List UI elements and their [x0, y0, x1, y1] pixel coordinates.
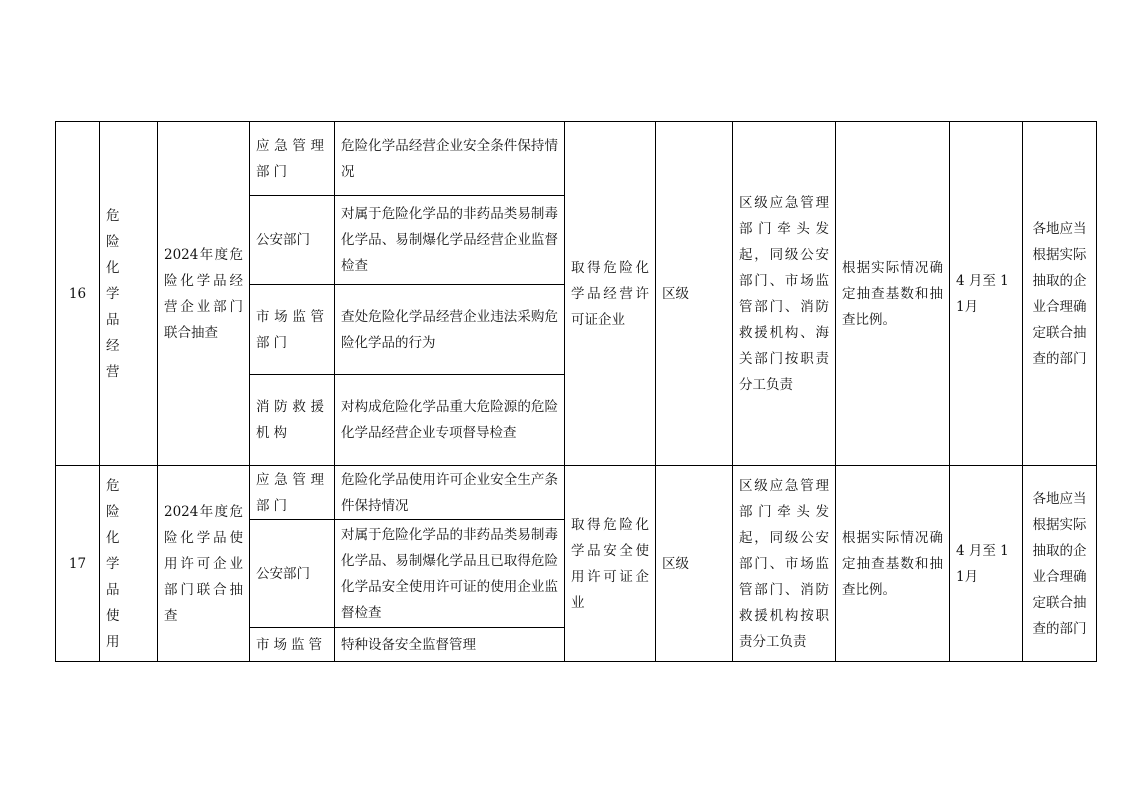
content-cell: 特种设备安全监督管理	[335, 628, 565, 662]
object-cell: 取得危险化学品经营许可证企业	[565, 122, 656, 466]
note-cell: 各地应当根据实际抽取的企业合理确定联合抽查的部门	[1023, 122, 1097, 466]
task-cell: 2024年度危险化学品使用许可企业部门联合抽查	[158, 466, 250, 662]
content-cell: 对构成危险化学品重大危险源的危险化学品经营企业专项督导检查	[335, 375, 565, 466]
inspection-table	[55, 121, 1097, 662]
content-cell: 危险化学品经营企业安全条件保持情况	[335, 122, 565, 196]
dept-cell: 应急管理部门	[250, 122, 335, 196]
content-cell: 对属于危险化学品的非药品类易制毒化学品、易制爆化学品且已取得危险化学品安全使用许可证的使用企业监督检查	[335, 520, 565, 628]
content-cell: 危险化学品使用许可企业安全生产条件保持情况	[335, 466, 565, 520]
dept-cell: 消防救援机构	[250, 375, 335, 466]
content-cell: 查处危险化学品经营企业违法采购危险化学品的行为	[335, 285, 565, 375]
row-number: 16	[56, 122, 100, 466]
table-row	[56, 466, 1097, 520]
organizer-cell: 区级应急管理部门牵头发起，同级公安部门、市场监管部门、消防救援机构、海关部门按职责分工负责	[733, 122, 836, 466]
table-row	[56, 122, 1097, 196]
row-number: 17	[56, 466, 100, 662]
organizer-cell: 区级应急管理部门牵头发起，同级公安部门、市场监管部门、消防救援机构按职责分工负责	[733, 466, 836, 662]
dept-cell: 应急管理部门	[250, 466, 335, 520]
task-cell: 2024年度危险化学品经营企业部门联合抽查	[158, 122, 250, 466]
time-cell: 4 月至 11月	[950, 466, 1023, 662]
time-cell: 4 月至 11月	[950, 122, 1023, 466]
level-cell: 区级	[656, 122, 733, 466]
dept-cell: 公安部门	[250, 520, 335, 628]
ratio-cell: 根据实际情况确定抽查基数和抽查比例。	[836, 122, 950, 466]
dept-cell: 市场监管	[250, 628, 335, 662]
ratio-cell: 根据实际情况确定抽查基数和抽查比例。	[836, 466, 950, 662]
dept-cell: 市场监管部门	[250, 285, 335, 375]
level-cell: 区级	[656, 466, 733, 662]
category-cell: 危险化学品经营	[100, 122, 158, 466]
object-cell: 取得危险化学品安全使用许可证企业	[565, 466, 656, 662]
content-cell: 对属于危险化学品的非药品类易制毒化学品、易制爆化学品经营企业监督检查	[335, 196, 565, 285]
dept-cell: 公安部门	[250, 196, 335, 285]
note-cell: 各地应当根据实际抽取的企业合理确定联合抽查的部门	[1023, 466, 1097, 662]
category-cell: 危险化学品使用	[100, 466, 158, 662]
